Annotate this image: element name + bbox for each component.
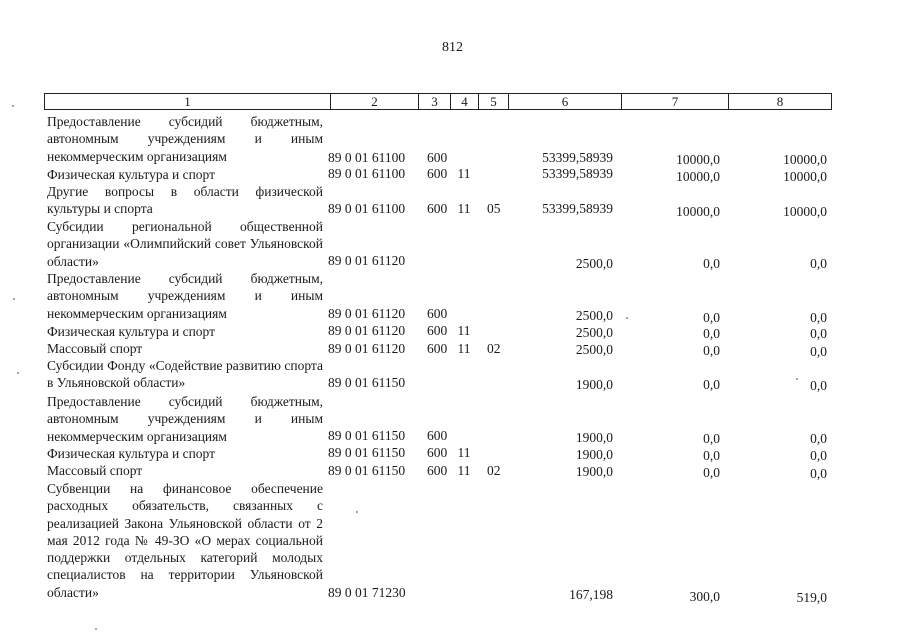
row-col5: 02 [487, 341, 501, 356]
row-value-8: 519,0 [796, 590, 827, 605]
row-value-7: 10000,0 [676, 152, 720, 167]
scan-speck [356, 511, 358, 513]
row-value-6: 2500,0 [575, 325, 613, 340]
scan-speck [13, 298, 15, 300]
row-description: Субсидии Фонду «Содействие развитию спорта в Ульяновской области» [47, 358, 323, 391]
row-value-7: 0,0 [703, 377, 720, 392]
row-code: 89 0 01 61120 [328, 341, 406, 356]
row-value-7: 0,0 [703, 326, 720, 341]
row-code: 89 0 01 61150 [328, 463, 406, 478]
row-description: Физическая культура и спорт [47, 324, 216, 339]
row-col3: 600 [427, 323, 448, 338]
row-value-8: 0,0 [810, 256, 827, 271]
row-value-6: 2500,0 [575, 342, 613, 357]
row-description: Физическая культура и спорт [47, 167, 216, 182]
table-header [44, 93, 832, 110]
row-value-6: 1900,0 [575, 464, 613, 479]
column-header: 6 [509, 94, 622, 109]
row-value-7: 0,0 [703, 310, 720, 325]
row-value-6: 167,198 [569, 587, 613, 602]
row-col4: 11 [457, 445, 471, 460]
row-value-8: 0,0 [810, 326, 827, 341]
row-value-6: 53399,58939 [542, 166, 613, 181]
row-col3: 600 [427, 341, 448, 356]
row-col3: 600 [427, 428, 448, 443]
row-col4: 11 [457, 341, 471, 356]
row-col3: 600 [427, 463, 448, 478]
row-col3: 600 [427, 166, 448, 181]
row-col3: 600 [427, 201, 448, 216]
row-col4: 11 [457, 323, 471, 338]
row-value-8: 10000,0 [783, 152, 827, 167]
row-value-6: 53399,58939 [542, 150, 613, 165]
row-col4: 11 [457, 166, 471, 181]
column-header: 7 [622, 94, 729, 109]
row-col3: 600 [427, 306, 448, 321]
row-description: Массовый спорт [47, 341, 143, 356]
row-value-6: 1900,0 [575, 447, 613, 462]
row-value-8: 10000,0 [783, 169, 827, 184]
row-col5: 05 [487, 201, 501, 216]
row-code: 89 0 01 61120 [328, 253, 406, 268]
row-value-7: 300,0 [689, 589, 720, 604]
row-value-8: 10000,0 [783, 204, 827, 219]
row-value-7: 0,0 [703, 448, 720, 463]
column-header: 2 [331, 94, 419, 109]
scan-speck [796, 378, 798, 380]
row-value-6: 1900,0 [575, 430, 613, 445]
row-value-8: 0,0 [810, 466, 827, 481]
row-value-8: 0,0 [810, 344, 827, 359]
row-value-8: 0,0 [810, 310, 827, 325]
column-header: 3 [419, 94, 451, 109]
row-value-7: 10000,0 [676, 169, 720, 184]
row-description: Предоставление субсидий бюджетным, автономным учреждениям и иным некоммерческим организациям [47, 271, 323, 321]
row-value-8: 0,0 [810, 448, 827, 463]
row-value-6: 1900,0 [575, 377, 613, 392]
row-description: Предоставление субсидий бюджетным, автономным учреждениям и иным некоммерческим организациям [47, 394, 323, 444]
row-code: 89 0 01 61100 [328, 150, 406, 165]
row-value-8: 0,0 [810, 431, 827, 446]
row-col4: 11 [457, 201, 471, 216]
row-code: 89 0 01 61100 [328, 201, 406, 216]
row-code: 89 0 01 61150 [328, 445, 406, 460]
scan-speck [12, 105, 14, 107]
page-number: 812 [442, 40, 463, 55]
scan-speck [17, 372, 19, 374]
row-value-7: 10000,0 [676, 204, 720, 219]
row-code: 89 0 01 71230 [328, 585, 406, 600]
row-col3: 600 [427, 445, 448, 460]
row-description: Массовый спорт [47, 463, 143, 478]
row-code: 89 0 01 61120 [328, 323, 406, 338]
row-value-6: 2500,0 [575, 256, 613, 271]
row-code: 89 0 01 61150 [328, 375, 406, 390]
row-value-7: 0,0 [703, 465, 720, 480]
row-value-7: 0,0 [703, 431, 720, 446]
row-description: Предоставление субсидий бюджетным, автономным учреждениям и иным некоммерческим организациям [47, 114, 323, 164]
row-value-8: 0,0 [810, 378, 827, 393]
row-value-7: 0,0 [703, 343, 720, 358]
row-description: Субвенции на финансовое обеспечение расходных обязательств, связанных с реализацией Закона Ульяновской области от 2 мая 2012 года № 49-ЗО «О мерах социальной поддержки отдельных категорий молодых специалистов на территории Ульяновской области» [47, 481, 323, 600]
row-code: 89 0 01 61120 [328, 306, 406, 321]
scan-speck [626, 317, 628, 319]
row-code: 89 0 01 61100 [328, 166, 406, 181]
row-col3: 600 [427, 150, 448, 165]
column-header: 8 [776, 94, 784, 109]
row-description: Физическая культура и спорт [47, 446, 216, 461]
column-header: 4 [451, 94, 479, 109]
column-header: 1 [45, 94, 331, 109]
column-header: 5 [479, 94, 509, 109]
row-value-6: 2500,0 [575, 308, 613, 323]
row-code: 89 0 01 61150 [328, 428, 406, 443]
row-description: Другие вопросы в области физической культуры и спорта [47, 184, 323, 217]
row-col5: 02 [487, 463, 501, 478]
row-value-7: 0,0 [703, 256, 720, 271]
row-description: Субсидии региональной общественной организации «Олимпийский совет Ульяновской области» [47, 219, 323, 269]
row-col4: 11 [457, 463, 471, 478]
scan-speck [95, 628, 97, 630]
row-value-6: 53399,58939 [542, 201, 613, 216]
